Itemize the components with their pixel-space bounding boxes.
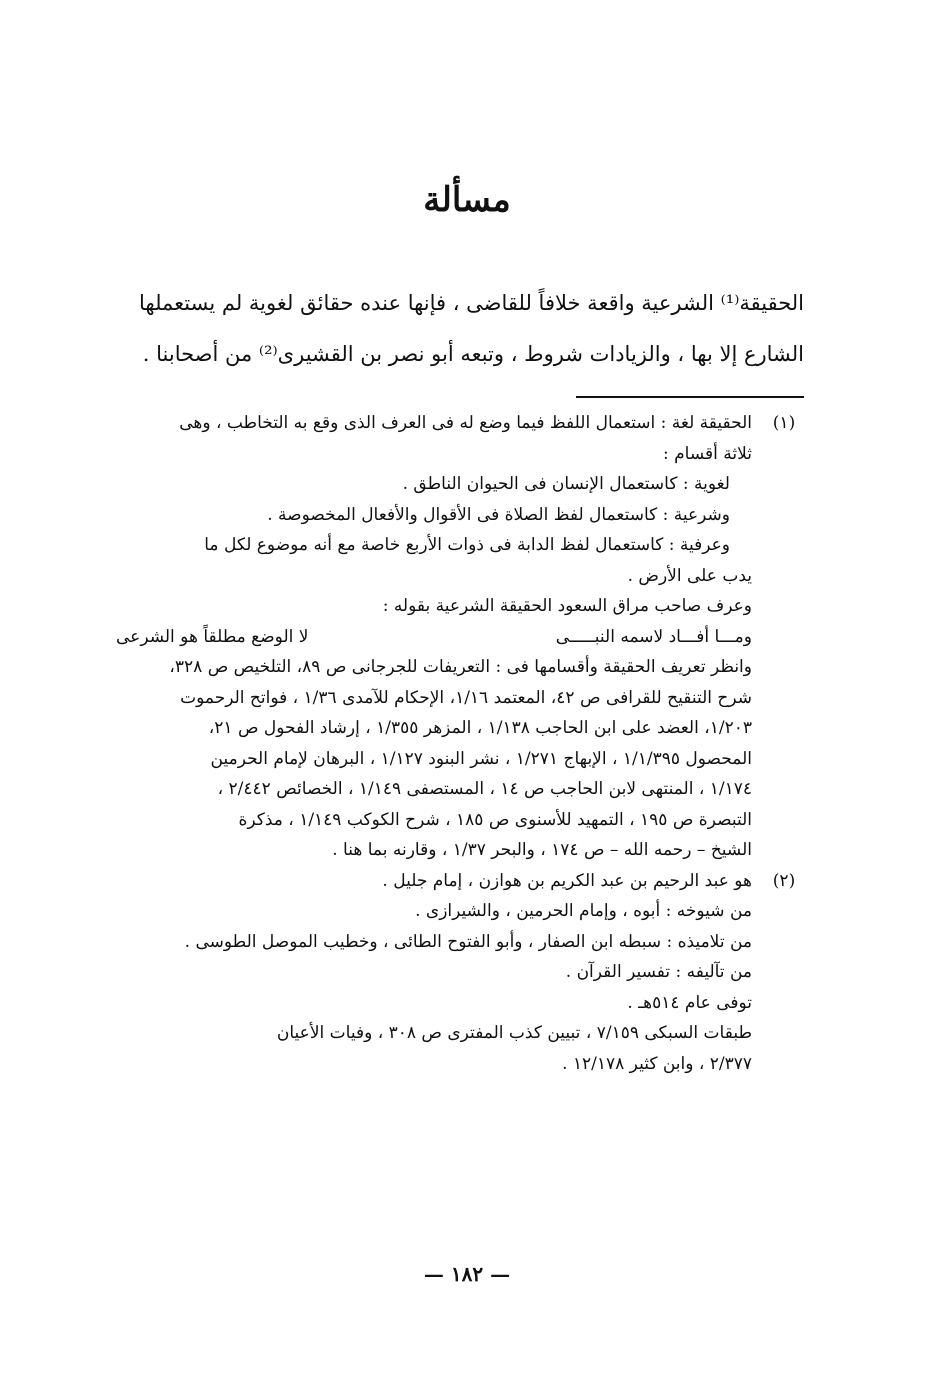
footnotes <box>110 408 810 1079</box>
footnote-1 <box>110 408 810 866</box>
reference-line: المحصول ١/١/٣٩٥ ، الإبهاج ١/٢٧١ ، نشر البنود ١/١٢٧ ، البرهان لإمام الحرمين <box>210 748 752 769</box>
footnote-line: يدب على الأرض . <box>627 565 752 586</box>
footnote-separator <box>576 396 804 398</box>
footnote-line: وعرفية : كاستعمال لفظ الدابة فى ذوات الأربع خاصة مع أنه موضوع لكل ما <box>204 535 730 555</box>
footnote-line: ثلاثة أقسام : <box>663 443 752 464</box>
footnote-line: توفى عام ٥١٤هـ . <box>627 992 752 1013</box>
footnote-line: ٢/٣٧٧ ، وابن كثير ١٢/١٧٨ . <box>562 1053 752 1074</box>
footnote-line: طبقات السبكى ٧/١٥٩ ، تبيين كذب المفترى ص ٣٠٨ ، وفيات الأعيان <box>276 1023 752 1043</box>
reference-line: وانظر تعريف الحقيقة وأقسامها فى : التعريفات للجرجانى ص ٨٩، التلخيص ص ٣٢٨، <box>169 657 752 677</box>
footnote-line: هو عبد الرحيم بن عبد الكريم بن هوازن ، إمام جليل . <box>382 870 752 891</box>
main-text-line: الحقيقة⁽¹⁾ الشرعية واقعة خلافاً للقاضى ، فإنها عنده حقائق لغوية لم يستعملها <box>138 291 804 315</box>
main-text <box>110 278 804 380</box>
footnote-line: من تلاميذه : سبطه ابن الصفار ، وأبو الفتوح الطائى ، وخطيب الموصل الطوسى . <box>184 931 752 952</box>
reference-line: ١/١٧٤ ، المنتهى لابن الحاجب ص ١٤ ، المستصفى ١/١٤٩ ، الخصائص ٢/٤٤٢ ، <box>217 779 752 799</box>
verse-second-hemistich: لا الوضع مطلقاً هو الشرعى <box>116 626 309 647</box>
footnote-line: الحقيقة لغة : استعمال اللفظ فيما وضع له فى العرف الذى وقع به التخاطب ، وهى <box>179 413 752 433</box>
verse-first-hemistich: ومـــا أفـــاد لاسمه النبـــــى <box>555 626 752 647</box>
reference-line: ١/٢٠٣، العضد على ابن الحاجب ١/١٣٨ ، المزهر ١/٣٥٥ ، إرشاد الفحول ص ٢١، <box>208 718 752 738</box>
main-text-line: الشارع إلا بها ، والزيادات شروط ، وتبعه أبو نصر بن القشيرى⁽²⁾ من أصحابنا . <box>142 342 804 366</box>
reference-line: التبصرة ص ١٩٥ ، التمهيد للأسنوى ص ١٨٥ ، شرح الكوكب ١/١٤٩ ، مذكرة <box>238 809 752 830</box>
page-number: — ١٨٢ — <box>423 1262 511 1286</box>
reference-line: الشيخ – رحمه الله – ص ١٧٤ ، والبحر ١/٣٧ ، وقارنه بما هنا . <box>332 840 752 860</box>
verse-line <box>110 622 752 653</box>
page-title: مسألة <box>423 180 511 220</box>
footnote-line: لغوية : كاستعمال الإنسان فى الحيوان الناطق . <box>402 474 730 494</box>
footnote-2 <box>110 866 810 1080</box>
footnote-line: من تآليفه : تفسير القرآن . <box>565 962 752 982</box>
footnote-line: وعرف صاحب مراق السعود الحقيقة الشرعية بقوله : <box>382 596 752 616</box>
footnote-number: (١) <box>772 413 796 433</box>
reference-line: شرح التنقيح للقرافى ص ٤٢، المعتمد ١/١٦، الإحكام للآمدى ١/٣٦ ، فواتح الرحموت <box>180 687 752 708</box>
footnote-line: من شيوخه : أبوه ، وإمام الحرمين ، والشيرازى . <box>415 901 752 921</box>
footnote-line: وشرعية : كاستعمال لفظ الصلاة فى الأقوال والأفعال المخصوصة . <box>267 504 730 525</box>
footnote-number: (٢) <box>772 870 796 891</box>
